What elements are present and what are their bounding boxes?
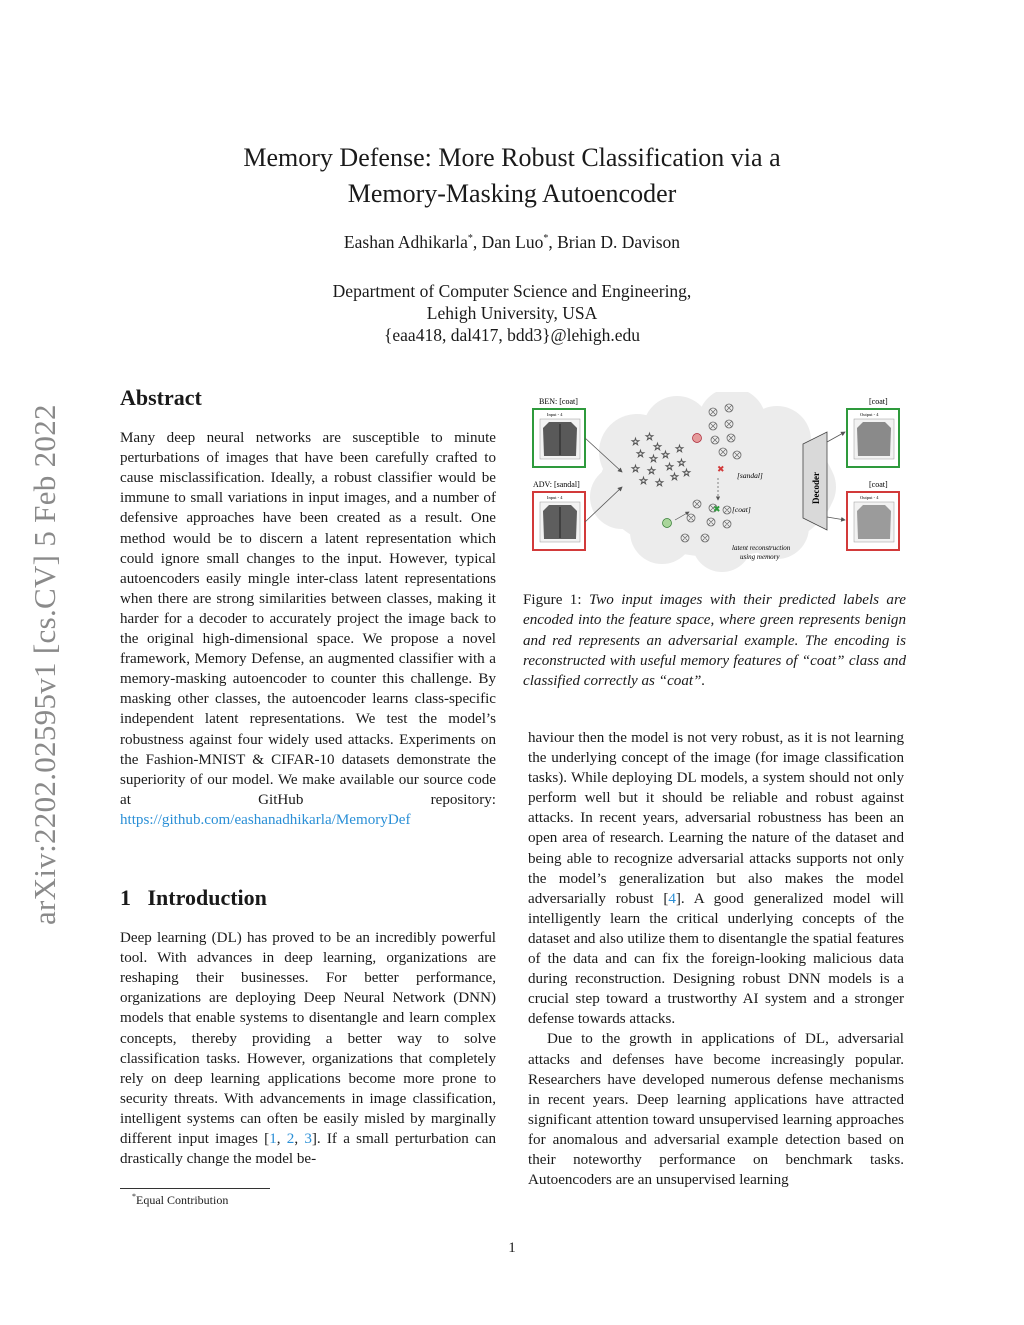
svg-text:Input - 4: Input - 4 — [547, 412, 563, 417]
equal-contribution-mark: * — [467, 233, 473, 245]
adversarial-input-label: ADV: [sandal] — [533, 480, 580, 489]
intro-paragraph-1: Deep learning (DL) has proved to be an incredibly powerful tool. With advances in deep learning, organizations are reshaping their businesses. For better performance, organizations are deploying Deep Neural Network (DNN) models that enable systems to disentangle and learn complex concepts, thereby providing a better way to solve classification tasks. However, organizations that completely rely on deep learning applications become more prone to security threats. With advancements in image classification, intelligent systems can often be easily misled by marginally different input images [1, 2, 3]. If a small perturbation can drastically change the model be- — [120, 930, 497, 1168]
affiliation-department: Department of Computer Science and Engineering, — [332, 281, 692, 301]
svg-text:☆: ☆ — [647, 466, 656, 477]
svg-text:☆: ☆ — [631, 437, 640, 448]
output-label-bottom: [coat] — [869, 480, 888, 489]
footnote-divider — [120, 1188, 270, 1189]
svg-text:☆: ☆ — [661, 450, 670, 461]
introduction-section — [120, 885, 497, 1169]
svg-text:☆: ☆ — [677, 458, 686, 469]
sandal-tag: [sandal] — [737, 471, 763, 480]
svg-text:☆: ☆ — [636, 449, 645, 460]
benign-cross-mark: ✖ — [713, 504, 721, 514]
footnote-mark: * — [132, 1192, 136, 1201]
citation-link[interactable]: 1 — [269, 1131, 277, 1148]
svg-text:☆: ☆ — [665, 462, 674, 473]
page-number: 1 — [508, 1240, 516, 1256]
coat-image-reconstructed-adversarial — [857, 505, 891, 539]
title-line-1: Memory Defense: More Robust Classification via a — [243, 143, 781, 172]
svg-text:☆: ☆ — [645, 432, 654, 443]
citation-link[interactable]: 2 — [286, 1131, 295, 1148]
intro-right-column — [528, 728, 904, 1190]
footnote-text: Equal Contribution — [136, 1193, 229, 1207]
author-name: Eashan Adhikarla — [343, 232, 468, 252]
svg-text:☆: ☆ — [675, 444, 684, 455]
feature-space-cloud — [590, 392, 836, 572]
svg-text:☆: ☆ — [649, 454, 658, 465]
author-name: Dan Luo — [481, 232, 544, 252]
svg-text:☆: ☆ — [670, 472, 679, 483]
citation-link[interactable]: 4 — [668, 890, 676, 907]
intro-paragraph-3: Due to the growth in applications of DL, adversarial attacks and defenses have become increasingly popular. Researchers have developed numerous defense mechanisms in recent years. Deep learning applications have attracted significant attention toward unsupervised learning approaches for anomalous and adversarial example detection based on their noteworthy performance on benchmark tasks. Autoencoders are an unsupervised learning — [528, 1031, 904, 1189]
benign-input-label: BEN: [coat] — [539, 397, 578, 406]
adversarial-cross-mark: ✖ — [717, 464, 725, 474]
memory-note-line-1: latent reconstruction — [732, 544, 791, 552]
footnote — [120, 1192, 228, 1208]
section-heading-introduction: 1 Introduction — [120, 885, 267, 910]
abstract-section — [120, 385, 496, 830]
citation-link[interactable]: 3 — [304, 1131, 312, 1148]
author-list: Eashan Adhikarla*, Dan Luo*, Brian D. Davison — [343, 232, 681, 252]
output-label-top: [coat] — [869, 397, 888, 406]
intro-paragraph-2: haviour then the model is not very robust, as it is not learning the underlying concept of the image (for image classification tasks). While deploying DL models, a system should not only perform well but it should be reliable and robust against attacks. In recent years, adversarial robustness has been an open area of research. Learning the nature of the dataset and being able to recognize adversarial attacks supports not only the model’s generalization but also makes the model adversarially robust [4]. A good generalized model will intelligently learn the critical underlying concepts of the dataset and also utilize them to disentangle the spatial features of the data and can fix the foreign-looking malicious data during reconstruction. Designing robust DNN models is a crucial step toward a trustworthy AI system and a stronger defense towards attacks. — [528, 730, 904, 1028]
affiliation — [0, 280, 1024, 346]
benign-latent-point — [663, 519, 672, 528]
coat-tag: [coat] — [732, 505, 751, 514]
github-link[interactable]: https://github.com/eashanadhikarla/MemoryDef — [120, 811, 411, 828]
figure-1-caption: Figure 1: Two input images with their predicted labels are encoded into the feature space, where green represents benign and red represents an adversarial example. The encoding is reconstructed with useful memory features of “coat” class and classified correctly as “coat”. — [523, 592, 906, 690]
title-line-2: Memory-Masking Autoencoder — [347, 179, 677, 208]
figure-1-diagram — [527, 392, 907, 572]
equal-contribution-mark: * — [543, 233, 549, 245]
adversarial-latent-point — [693, 434, 702, 443]
svg-text:Output - 4: Output - 4 — [860, 495, 879, 500]
svg-text:Output - 4: Output - 4 — [860, 412, 879, 417]
paper-title — [0, 140, 1024, 212]
svg-text:☆: ☆ — [631, 464, 640, 475]
arxiv-identifier-stamp: arXiv:2202.02595v1 [cs.CV] 5 Feb 2022 — [27, 404, 62, 925]
decoder-label: Decoder — [811, 472, 821, 504]
abstract-heading: Abstract — [120, 385, 202, 410]
memory-note-line-2: using memory — [740, 553, 780, 561]
author-name: Brian D. Davison — [557, 232, 681, 252]
svg-text:☆: ☆ — [639, 476, 648, 487]
affiliation-university: Lehigh University, USA — [426, 303, 598, 323]
affiliation-emails: {eaa418, dal417, bdd3}@lehigh.edu — [384, 325, 640, 345]
svg-text:☆: ☆ — [655, 478, 664, 489]
abstract-body: Many deep neural networks are susceptible to minute perturbations of images that have been carefully crafted to cause misclassification. Ideally, a robust classifier would be immune to small variations in input images, and a number of defensive approaches have been created as a result. One method would be to discern a latent representation which could ignore small changes to the input. However, typical autoencoders easily mingle inter-class latent representations when there are strong similarities between classes, making it harder for a decoder to accurately project the image back to the original high-dimensional space. We propose a novel framework, Memory Defense, an augmented classifier with a memory-masking autoencoder to counter this challenge. By masking other classes, the autoencoder learns class-specific independent latent representations. We test the model’s robustness against four widely used attacks. Experiments on the Fashion-MNIST & CIFAR-10 datasets demonstrate the superiority of our model. We make available our source code at GitHub repository: https://github.com/eashanadhikarla/MemoryDef — [120, 430, 496, 828]
svg-text:Input - 4: Input - 4 — [547, 495, 563, 500]
svg-text:☆: ☆ — [682, 468, 691, 479]
coat-image-reconstructed-benign — [857, 422, 891, 456]
svg-text:☆: ☆ — [653, 442, 662, 453]
